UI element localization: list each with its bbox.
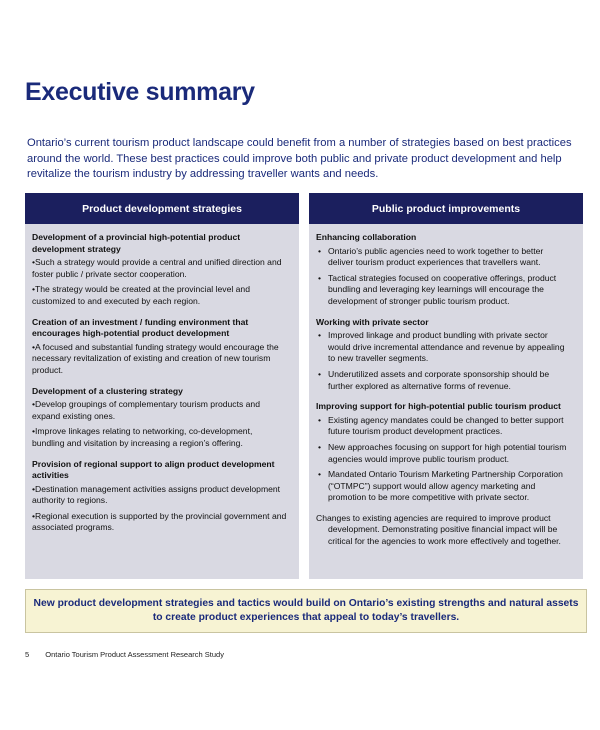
improvement-section — [316, 232, 576, 308]
strategy-item — [32, 257, 292, 280]
strategy-item — [32, 426, 292, 449]
strategy-item — [32, 284, 292, 307]
bullet-line: (“OTMPC”) support would allow agency marketing and — [328, 480, 536, 491]
strategy-section — [32, 386, 292, 450]
strategy-heading — [32, 386, 292, 398]
item-line: necessary revitalization of existing and creation of new tourism — [32, 353, 271, 364]
item-line: customized to and executed by each region. — [32, 295, 201, 306]
bullet-icon: • — [318, 245, 322, 256]
bullet-line: would drive incremental attendance and revenue by appealing — [328, 341, 565, 352]
improvement-heading: Enhancing collaboration — [316, 232, 417, 242]
strategy-heading — [32, 232, 292, 255]
bullet-line: Ontario’s public agencies need to work together to better — [328, 245, 544, 256]
bullet-line: further explored as alternative forms of revenue. — [328, 380, 511, 391]
strategy-section — [32, 459, 292, 535]
item-line: •Such a strategy would provide a central and unified direction and — [32, 257, 282, 268]
item-line: •Destination management activities assigns product development — [32, 483, 281, 494]
bullet-item — [316, 246, 576, 269]
page-footer — [25, 650, 224, 659]
bullet-item — [316, 369, 576, 392]
item-line: •Regional execution is supported by the provincial government and — [32, 510, 287, 521]
strategy-item — [32, 342, 292, 377]
item-line: bundling and visitation by increasing a region’s offering. — [32, 437, 243, 448]
intro-line: Ontario’s current tourism product landscape could benefit from a number of strategies based on best practices — [27, 137, 572, 149]
heading-line: Development of a provincial high-potential product — [32, 232, 241, 242]
public-product-column — [309, 193, 583, 579]
item-line: authority to regions. — [32, 495, 108, 506]
bullet-line: deliver tourism product experiences that travellers want. — [328, 257, 541, 268]
bullet-line: Tactical strategies focused on cooperative offerings, product — [328, 272, 557, 283]
bullet-icon: • — [318, 368, 322, 379]
bullet-item — [316, 273, 576, 308]
bullet-item — [316, 469, 576, 504]
bullet-line: to new traveller segments. — [328, 353, 429, 364]
strategy-section — [32, 232, 292, 308]
intro-paragraph — [27, 136, 572, 183]
key-message-callout — [25, 589, 587, 633]
heading-line: Creation of an investment / funding environment that — [32, 316, 249, 327]
bullet-line: Mandated Ontario Tourism Marketing Partnership Corporation — [328, 469, 563, 480]
strategy-heading — [32, 459, 292, 482]
bullet-icon: • — [318, 469, 322, 480]
bullet-icon: • — [318, 414, 322, 425]
item-line: associated programs. — [32, 522, 115, 533]
heading-line: Development of a clustering strategy — [32, 385, 183, 396]
product-development-column — [25, 193, 299, 579]
bullet-item — [316, 442, 576, 465]
intro-line: around the world. These best practices could improve both public and private product development and help — [27, 152, 562, 165]
bullet-item — [316, 415, 576, 438]
intro-line: revitalize the tourism industry by addressing traveller wants and needs. — [27, 168, 379, 180]
item-line: product. — [32, 364, 64, 375]
item-line: •Develop groupings of complementary tourism products and — [32, 399, 260, 410]
improvement-heading: Improving support for high-potential public tourism product — [316, 401, 561, 412]
bullet-line: agencies would improve public tourism product. — [328, 453, 510, 464]
bullet-line: Improved linkage and product bundling with private sector — [328, 330, 548, 341]
item-line: foster public / private sector cooperation. — [32, 268, 187, 279]
improvement-heading: Working with private sector — [316, 316, 429, 327]
closing-paragraph — [316, 513, 576, 548]
page-title: Executive summary — [25, 78, 255, 106]
strategy-section — [32, 317, 292, 377]
product-development-header: Product development strategies — [25, 193, 299, 224]
heading-line: encourages high-potential product development — [32, 328, 230, 339]
item-line: •The strategy would be created at the provincial level and — [32, 284, 250, 295]
item-line: expand existing ones. — [32, 410, 116, 421]
bullet-icon: • — [318, 441, 322, 452]
callout-line: to create product experiences that appeal to today’s travellers. — [152, 612, 460, 623]
bullet-item — [316, 330, 576, 365]
bullet-line: Underutilized assets and corporate sponsorship should be — [328, 368, 550, 379]
bullet-line: development of stronger public tourism product. — [328, 295, 510, 306]
improvement-section — [316, 317, 576, 393]
bullet-line: bundling and leveraging key learnings will encourage the — [328, 284, 544, 295]
heading-line: Provision of regional support to align product development — [32, 458, 275, 469]
strategy-item — [32, 484, 292, 507]
bullet-line: Existing agency mandates could be changed to better support — [328, 414, 564, 425]
strategy-item — [32, 399, 292, 422]
item-line: •A focused and substantial funding strategy would encourage the — [32, 341, 279, 352]
strategy-item — [32, 511, 292, 534]
bullet-line: New approaches focusing on support for high potential tourism — [328, 441, 567, 452]
heading-line: development strategy — [32, 243, 121, 254]
bullet-line: future tourism product development practices. — [328, 426, 503, 437]
strategy-heading — [32, 317, 292, 340]
bullet-icon: • — [318, 272, 322, 283]
bullet-line: promotion to be more competitive with private sector. — [328, 492, 530, 503]
public-product-header: Public product improvements — [309, 193, 583, 224]
item-line: •Improve linkages relating to networking, co-development, — [32, 426, 253, 437]
page-number: 5 — [25, 650, 30, 659]
footer-text: Ontario Tourism Product Assessment Research Study — [45, 650, 224, 659]
improvement-section — [316, 401, 576, 504]
closing-line: Changes to existing agencies are required to improve product — [316, 512, 551, 523]
closing-line: critical for the agencies to work more effectively and together. — [328, 536, 561, 547]
callout-line: New product development strategies and tactics would build on Ontario’s existing strengths and natural assets — [33, 598, 579, 609]
closing-line: development. Demonstrating positive financial impact will be — [328, 524, 558, 535]
heading-line: activities — [32, 470, 69, 481]
bullet-icon: • — [318, 330, 322, 341]
